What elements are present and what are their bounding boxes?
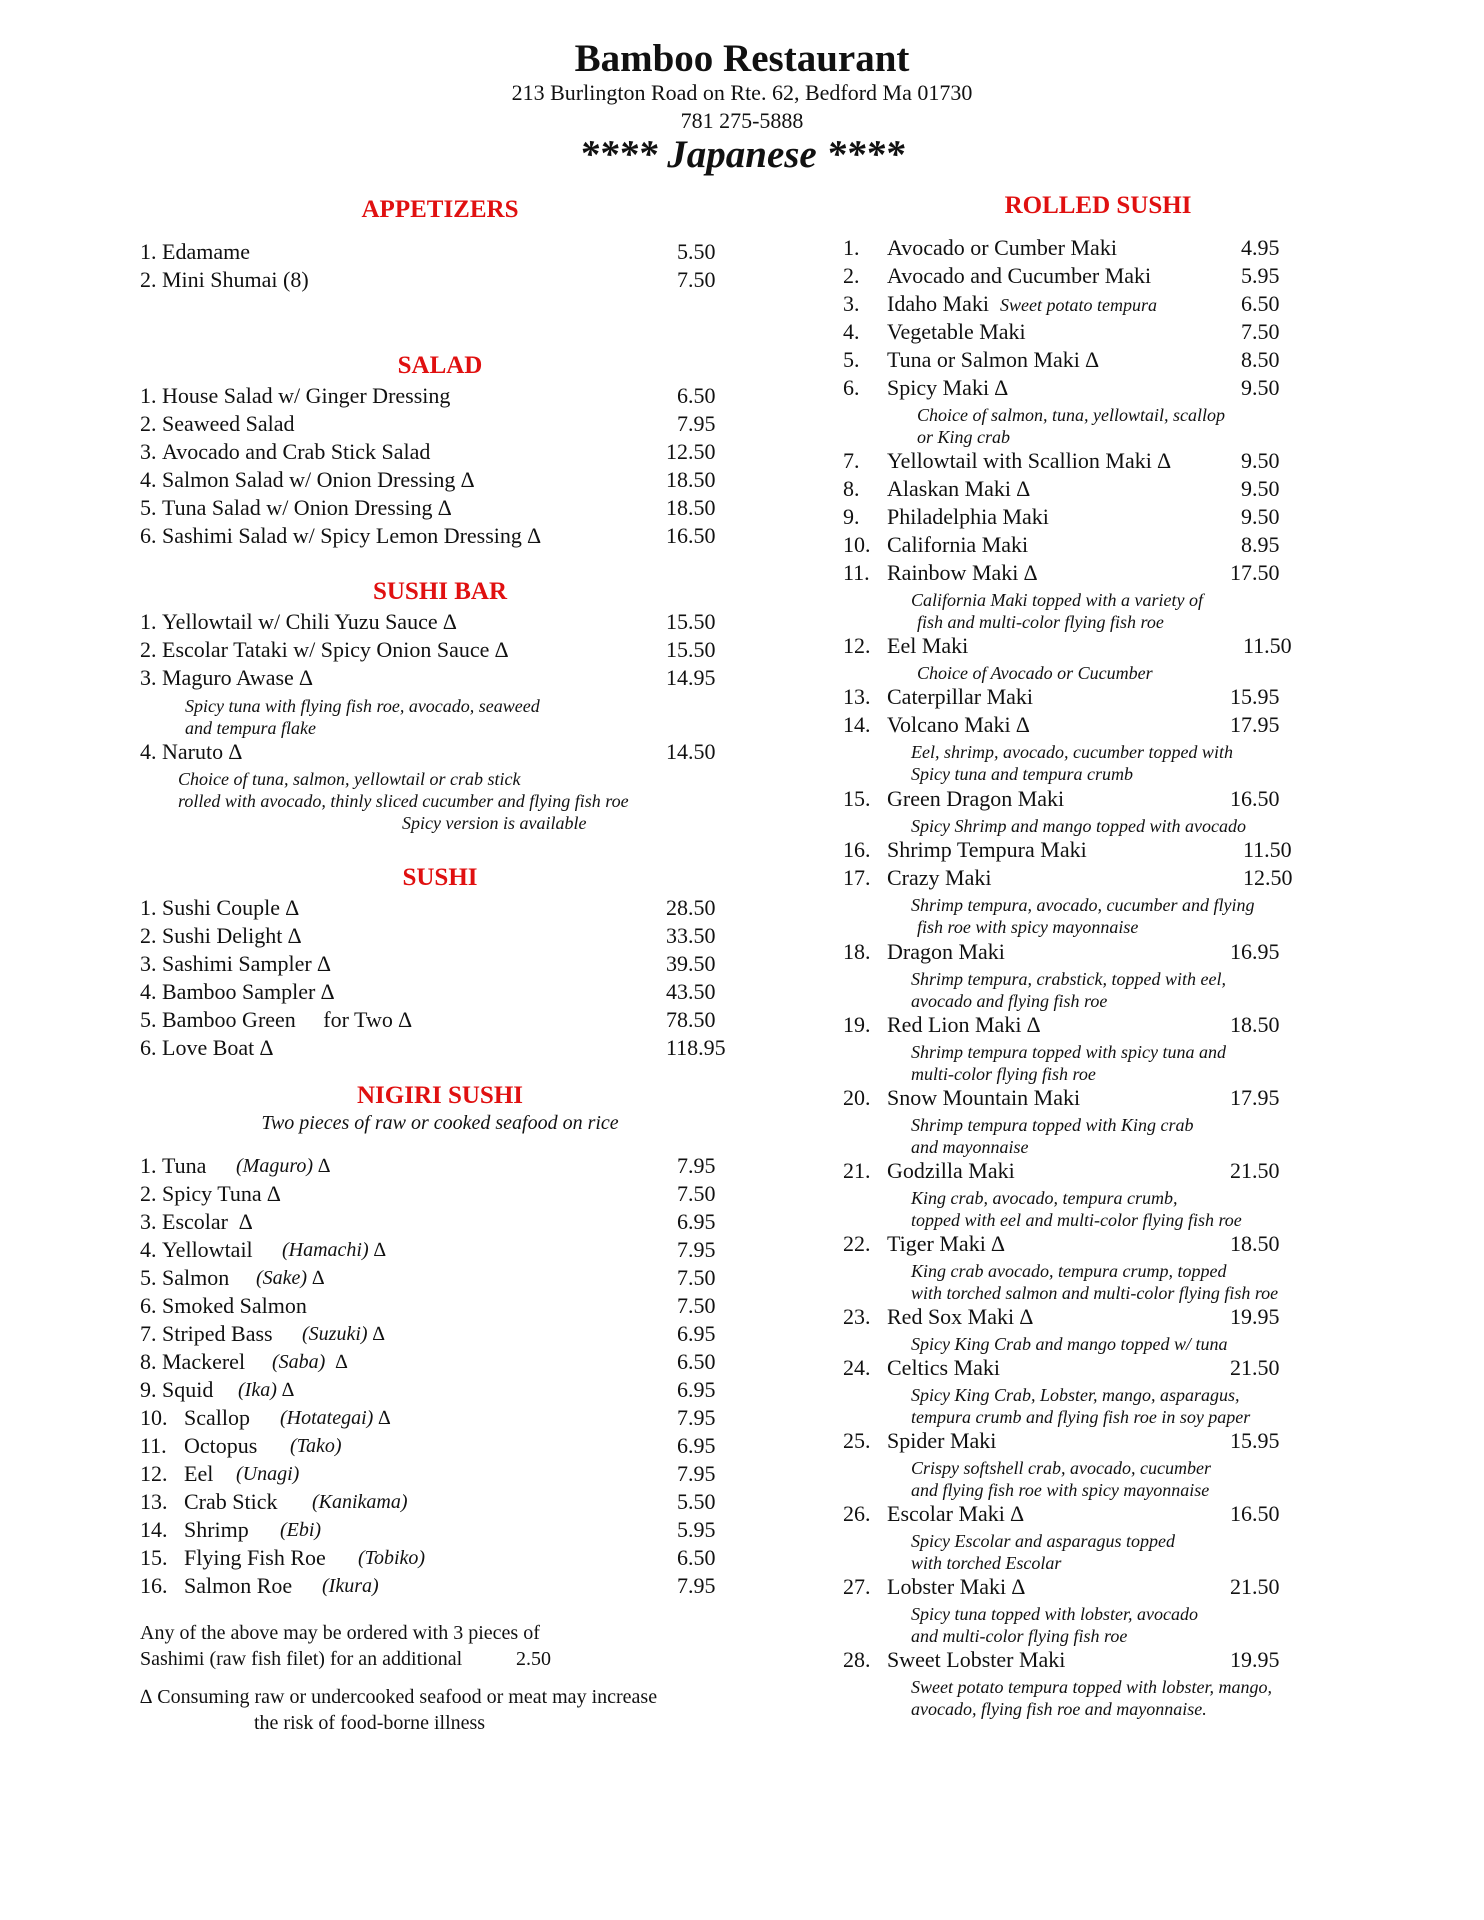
- item-description: Spicy Shrimp and mango topped with avocado: [911, 816, 1246, 836]
- item-description: Shrimp tempura, crabstick, topped with eel,: [911, 969, 1226, 989]
- item-description: Crispy softshell crab, avocado, cucumber: [911, 1458, 1211, 1478]
- item-description: and mayonnaise: [911, 1137, 1029, 1157]
- item-description: King crab, avocado, tempura crumb,: [911, 1188, 1178, 1208]
- item-description: Spicy version is available: [402, 813, 587, 833]
- nigiri-heading: NIGIRI SUSHI: [356, 1082, 524, 1109]
- health-warning: ∆ Consuming raw or undercooked seafood or meat may increase: [140, 1686, 658, 1708]
- item-description: Shrimp tempura, avocado, cucumber and flying: [911, 895, 1255, 915]
- item-description: Choice of Avocado or Cucumber: [917, 663, 1153, 683]
- item-description: avocado and flying fish roe: [911, 991, 1108, 1011]
- item-description: and tempura flake: [185, 718, 316, 738]
- item-description: fish and multi-color flying fish roe: [917, 612, 1164, 632]
- nigiri-subtitle: Two pieces of raw or cooked seafood on rice: [261, 1112, 619, 1134]
- item-description: Sweet potato tempura topped with lobster, mango,: [911, 1677, 1272, 1697]
- item-description: tempura crumb and flying fish roe in soy paper: [911, 1407, 1251, 1427]
- sashimi-note: Sashimi (raw fish filet) for an additional 2.50: [140, 1648, 551, 1670]
- item-description: California Maki topped with a variety of: [911, 590, 1203, 610]
- item-description: Eel, shrimp, avocado, cucumber topped with: [911, 742, 1233, 762]
- item-description: Spicy King Crab, Lobster, mango, asparagus,: [911, 1385, 1240, 1405]
- sashimi-note: Any of the above may be ordered with 3 pieces of: [140, 1622, 540, 1644]
- item-description: topped with eel and multi-color flying fish roe: [911, 1210, 1242, 1230]
- item-description: Spicy King Crab and mango topped w/ tuna: [911, 1334, 1228, 1354]
- item-description: rolled with avocado, thinly sliced cucumber and flying fish roe: [178, 791, 629, 811]
- appetizers-heading: APPETIZERS: [361, 196, 519, 223]
- restaurant-phone: 781 275-5888: [680, 108, 804, 133]
- item-description: Spicy tuna topped with lobster, avocado: [911, 1604, 1198, 1624]
- restaurant-title: Bamboo Restaurant: [574, 37, 910, 80]
- item-description: avocado, flying fish roe and mayonnaise.: [911, 1699, 1207, 1719]
- item-description: Choice of tuna, salmon, yellowtail or crab stick: [178, 769, 521, 789]
- item-description: multi-color flying fish roe: [911, 1064, 1096, 1084]
- item-description: with torched Escolar: [911, 1553, 1062, 1573]
- item-description: with torched salmon and multi-color flying fish roe: [911, 1283, 1279, 1303]
- sushi-bar-heading: SUSHI BAR: [372, 578, 508, 605]
- salad-heading: SALAD: [397, 352, 483, 379]
- item-description: Spicy tuna with flying fish roe, avocado, seaweed: [185, 696, 540, 716]
- item-description: Shrimp tempura topped with spicy tuna and: [911, 1042, 1226, 1062]
- item-description: King crab avocado, tempura crump, topped: [911, 1261, 1227, 1281]
- item-description: Choice of salmon, tuna, yellowtail, scallop: [917, 405, 1225, 425]
- rolled-sushi-heading: ROLLED SUSHI: [1004, 192, 1192, 219]
- item-description: and flying fish roe with spicy mayonnaise: [911, 1480, 1210, 1500]
- item-description: Spicy Escolar and asparagus topped: [911, 1531, 1175, 1551]
- item-description: Spicy tuna and tempura crumb: [911, 764, 1133, 784]
- health-warning: the risk of food-borne illness: [254, 1712, 486, 1734]
- item-description: or King crab: [917, 427, 1011, 447]
- item-description: Shrimp tempura topped with King crab: [911, 1115, 1194, 1135]
- item-description: fish roe with spicy mayonnaise: [917, 917, 1139, 937]
- sushi-heading: SUSHI: [402, 864, 478, 891]
- cuisine-heading: **** Japanese ****: [579, 133, 905, 176]
- restaurant-address: 213 Burlington Road on Rte. 62, Bedford Ma 01730: [511, 80, 973, 105]
- item-description: and multi-color flying fish roe: [911, 1626, 1128, 1646]
